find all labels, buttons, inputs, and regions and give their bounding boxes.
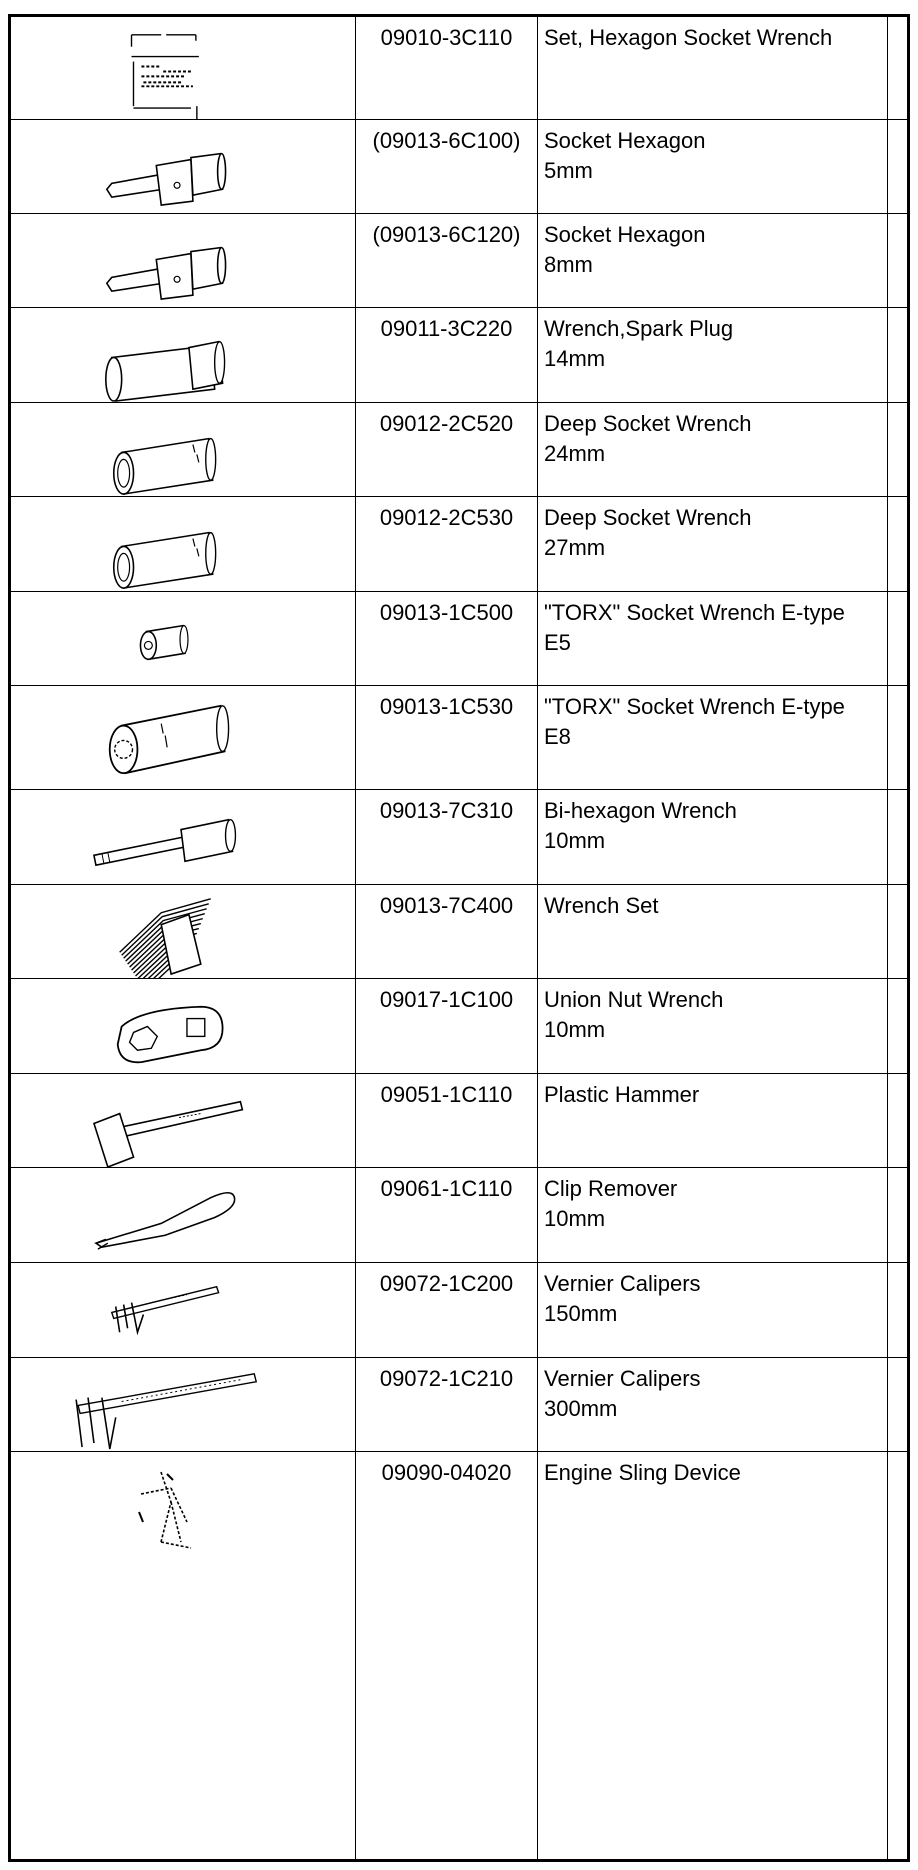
tool-description [538, 308, 888, 402]
tool-row [11, 17, 907, 120]
blank-column-cell [888, 308, 907, 402]
part-number: 09012-2C520 [356, 403, 538, 496]
tool-size: E8 [544, 724, 571, 749]
tool-size: 10mm [544, 828, 606, 853]
tool-illustration-cell [11, 214, 356, 307]
tool-size: 5mm [544, 158, 593, 183]
blank-column-cell [888, 1074, 907, 1167]
tool-illustration-cell [11, 885, 356, 978]
part-number: 09013-1C500 [356, 592, 538, 685]
tool-description [538, 1263, 888, 1357]
hex-key-set-icon [11, 885, 356, 978]
deep-socket-icon [11, 497, 356, 591]
blank-column-cell [888, 1358, 907, 1451]
tool-description [538, 885, 888, 978]
union-nut-wrench-icon [11, 979, 356, 1073]
tool-name: Vernier Calipers [544, 1366, 701, 1391]
tool-row [11, 979, 907, 1074]
tool-row [11, 403, 907, 497]
part-number: 09072-1C200 [356, 1263, 538, 1357]
tool-description [538, 1452, 888, 1859]
blank-column-cell [888, 790, 907, 884]
clip-remover-icon [11, 1168, 356, 1262]
part-number: 09011-3C220 [356, 308, 538, 402]
part-number: 09012-2C530 [356, 497, 538, 591]
tool-illustration-cell [11, 1358, 356, 1451]
tool-description [538, 979, 888, 1073]
tool-description [538, 214, 888, 307]
part-number: (09013-6C100) [356, 120, 538, 213]
tool-size: E5 [544, 630, 571, 655]
tool-illustration-cell [11, 1263, 356, 1357]
tool-description [538, 686, 888, 789]
tool-illustration-cell [11, 686, 356, 789]
blank-column-cell [888, 1168, 907, 1262]
tool-row [11, 790, 907, 885]
blank-column-cell [888, 214, 907, 307]
tool-size: 27mm [544, 535, 606, 560]
tool-name: Socket Hexagon [544, 128, 706, 153]
tool-name: Wrench,Spark Plug [544, 316, 734, 341]
tool-name: Wrench Set [544, 893, 659, 918]
tool-name: "TORX" Socket Wrench E-type [544, 694, 845, 719]
socket-wrench-set-icon [11, 17, 356, 119]
tool-illustration-cell [11, 308, 356, 402]
bi-hexagon-wrench-icon [11, 790, 356, 884]
tool-name: Vernier Calipers [544, 1271, 701, 1296]
tool-illustration-cell [11, 979, 356, 1073]
vernier-calipers-icon [11, 1263, 356, 1357]
tool-row [11, 1263, 907, 1358]
tool-illustration-cell [11, 1168, 356, 1262]
vernier-calipers-long-icon [11, 1358, 356, 1451]
tool-name: Bi-hexagon Wrench [544, 798, 737, 823]
blank-column-cell [888, 403, 907, 496]
tool-description [538, 592, 888, 685]
tool-row [11, 497, 907, 592]
special-tools-table [8, 14, 910, 1862]
tool-name: Set, Hexagon Socket Wrench [544, 25, 833, 50]
tool-row [11, 1452, 907, 1859]
blank-column-cell [888, 885, 907, 978]
tool-description [538, 17, 888, 119]
spark-plug-wrench-icon [11, 308, 356, 402]
tool-description [538, 1358, 888, 1451]
part-number: 09013-7C400 [356, 885, 538, 978]
engine-sling-icon [11, 1452, 356, 1859]
tool-illustration-cell [11, 120, 356, 213]
tool-row [11, 686, 907, 790]
torx-socket-large-icon [11, 686, 356, 789]
part-number: 09013-7C310 [356, 790, 538, 884]
part-number: 09072-1C210 [356, 1358, 538, 1451]
tool-size: 24mm [544, 441, 606, 466]
tool-size: 10mm [544, 1017, 606, 1042]
tool-illustration-cell [11, 790, 356, 884]
tool-name: Plastic Hammer [544, 1082, 700, 1107]
torx-socket-small-icon [11, 592, 356, 685]
part-number: 09013-1C530 [356, 686, 538, 789]
hexagon-socket-icon [11, 120, 356, 213]
tool-illustration-cell [11, 1074, 356, 1167]
hexagon-socket-icon [11, 214, 356, 307]
tool-row [11, 885, 907, 979]
tool-row [11, 1358, 907, 1452]
tool-description [538, 120, 888, 213]
tool-description [538, 1168, 888, 1262]
blank-column-cell [888, 592, 907, 685]
tool-description [538, 403, 888, 496]
tool-row [11, 1168, 907, 1263]
tool-size: 8mm [544, 252, 593, 277]
plastic-hammer-icon [11, 1074, 356, 1167]
tool-name: Union Nut Wrench [544, 987, 724, 1012]
tool-row [11, 308, 907, 403]
tool-name: Engine Sling Device [544, 1460, 741, 1485]
blank-column-cell [888, 120, 907, 213]
tool-description [538, 790, 888, 884]
blank-column-cell [888, 979, 907, 1073]
blank-column-cell [888, 497, 907, 591]
blank-column-cell [888, 1452, 907, 1859]
tool-size: 300mm [544, 1396, 618, 1421]
tool-name: Socket Hexagon [544, 222, 706, 247]
tool-name: Clip Remover [544, 1176, 678, 1201]
part-number: (09013-6C120) [356, 214, 538, 307]
tool-illustration-cell [11, 497, 356, 591]
tool-row [11, 592, 907, 686]
part-number: 09017-1C100 [356, 979, 538, 1073]
tool-illustration-cell [11, 1452, 356, 1859]
tool-row [11, 1074, 907, 1168]
tool-name: Deep Socket Wrench [544, 505, 752, 530]
part-number: 09061-1C110 [356, 1168, 538, 1262]
tool-description [538, 1074, 888, 1167]
blank-column-cell [888, 17, 907, 119]
tool-description [538, 497, 888, 591]
blank-column-cell [888, 1263, 907, 1357]
tool-illustration-cell [11, 403, 356, 496]
tool-name: "TORX" Socket Wrench E-type [544, 600, 845, 625]
tool-illustration-cell [11, 592, 356, 685]
tool-size: 150mm [544, 1301, 618, 1326]
part-number: 09010-3C110 [356, 17, 538, 119]
tool-illustration-cell [11, 17, 356, 119]
blank-column-cell [888, 686, 907, 789]
tool-row [11, 214, 907, 308]
part-number: 09051-1C110 [356, 1074, 538, 1167]
tool-row [11, 120, 907, 214]
part-number: 09090-04020 [356, 1452, 538, 1859]
tool-name: Deep Socket Wrench [544, 411, 752, 436]
tool-size: 10mm [544, 1206, 606, 1231]
tool-size: 14mm [544, 346, 606, 371]
deep-socket-icon [11, 403, 356, 496]
